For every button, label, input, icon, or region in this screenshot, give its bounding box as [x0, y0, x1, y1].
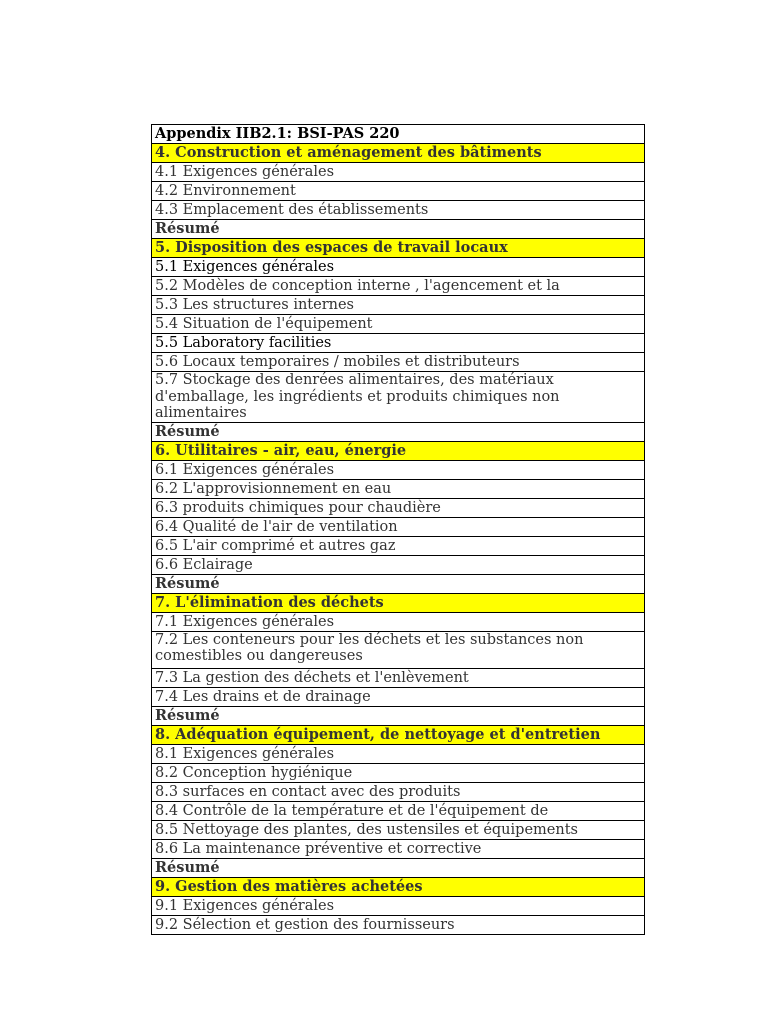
table-item-cell: 7.4 Les drains et de drainage	[152, 687, 645, 706]
table-row-item	[152, 182, 645, 201]
table-item-cell: 6.6 Eclairage	[152, 555, 645, 574]
table-row-item	[152, 555, 645, 574]
table-row-item	[152, 763, 645, 782]
section-heading-cell: 9. Gestion des matières achetées	[152, 877, 645, 896]
table-row-item	[152, 353, 645, 372]
table-item-cell: 7.3 La gestion des déchets et l'enlèvement	[152, 668, 645, 687]
table-row-item	[152, 296, 645, 315]
table-item-cell: 7.1 Exigences générales	[152, 612, 645, 631]
section-heading-row	[152, 441, 645, 460]
resume-cell: Résumé	[152, 220, 645, 239]
resume-cell: Résumé	[152, 858, 645, 877]
table-row-item	[152, 612, 645, 631]
section-heading-row	[152, 877, 645, 896]
table-item-cell: 5.1 Exigences générales	[152, 258, 645, 277]
table-row-item	[152, 277, 645, 296]
table-item-cell: 6.5 L'air comprimé et autres gaz	[152, 536, 645, 555]
table-row-item	[152, 536, 645, 555]
resume-row	[152, 706, 645, 725]
table-item-cell: 8.1 Exigences générales	[152, 744, 645, 763]
table-row-item	[152, 258, 645, 277]
table-item-cell: 4.1 Exigences générales	[152, 163, 645, 182]
table-row-item	[152, 782, 645, 801]
table-item-cell: 4.3 Emplacement des établissements	[152, 201, 645, 220]
table-item-cell: 8.4 Contrôle de la température et de l'équipement de	[152, 801, 645, 820]
table-title-row	[152, 125, 645, 144]
table-row-item	[152, 479, 645, 498]
table-item-cell: 9.1 Exigences générales	[152, 896, 645, 915]
section-heading-cell: 6. Utilitaires - air, eau, énergie	[152, 441, 645, 460]
table-item-cell: 5.2 Modèles de conception interne , l'agencement et la	[152, 277, 645, 296]
table-row-item	[152, 668, 645, 687]
table-item-cell: 7.2 Les conteneurs pour les déchets et les substances non comestibles ou dangereuses	[152, 631, 645, 668]
table-row-item	[152, 631, 645, 668]
table-row-item	[152, 839, 645, 858]
table-row-item	[152, 498, 645, 517]
resume-cell: Résumé	[152, 706, 645, 725]
resume-row	[152, 220, 645, 239]
table-title-cell: Appendix IIB2.1: BSI-PAS 220	[152, 125, 645, 144]
table-item-cell: 5.6 Locaux temporaires / mobiles et distributeurs	[152, 353, 645, 372]
table-item-cell: 8.2 Conception hygiénique	[152, 763, 645, 782]
section-heading-cell: 5. Disposition des espaces de travail locaux	[152, 239, 645, 258]
table-row-item	[152, 163, 645, 182]
section-heading-row	[152, 239, 645, 258]
table-item-cell: 5.4 Situation de l'équipement	[152, 315, 645, 334]
table-row-item	[152, 896, 645, 915]
appendix-table-body	[152, 125, 645, 935]
table-item-cell: 6.1 Exigences générales	[152, 460, 645, 479]
table-row-item	[152, 315, 645, 334]
table-row-item	[152, 517, 645, 536]
resume-row	[152, 858, 645, 877]
table-item-cell: 8.5 Nettoyage des plantes, des ustensiles et équipements	[152, 820, 645, 839]
table-row-item	[152, 201, 645, 220]
resume-cell: Résumé	[152, 574, 645, 593]
table-row-item	[152, 820, 645, 839]
section-heading-cell: 8. Adéquation équipement, de nettoyage et d'entretien	[152, 725, 645, 744]
resume-row	[152, 574, 645, 593]
section-heading-cell: 4. Construction et aménagement des bâtiments	[152, 144, 645, 163]
section-heading-row	[152, 593, 645, 612]
section-heading-row	[152, 725, 645, 744]
resume-cell: Résumé	[152, 422, 645, 441]
table-item-cell: 5.7 Stockage des denrées alimentaires, des matériaux d'emballage, les ingrédients et produits chimiques non alimentaires	[152, 372, 645, 423]
table-item-cell: 8.6 La maintenance préventive et corrective	[152, 839, 645, 858]
resume-row	[152, 422, 645, 441]
table-item-cell: 6.4 Qualité de l'air de ventilation	[152, 517, 645, 536]
table-row-item	[152, 460, 645, 479]
appendix-table	[151, 124, 645, 935]
section-heading-cell: 7. L'élimination des déchets	[152, 593, 645, 612]
table-row-item	[152, 744, 645, 763]
table-item-cell: 6.2 L'approvisionnement en eau	[152, 479, 645, 498]
table-row-item	[152, 372, 645, 423]
table-row-item	[152, 915, 645, 934]
table-item-cell: 4.2 Environnement	[152, 182, 645, 201]
table-item-cell: 9.2 Sélection et gestion des fournisseurs	[152, 915, 645, 934]
table-item-cell: 5.3 Les structures internes	[152, 296, 645, 315]
table-row-item	[152, 334, 645, 353]
table-item-cell: 6.3 produits chimiques pour chaudière	[152, 498, 645, 517]
table-item-cell: 8.3 surfaces en contact avec des produits	[152, 782, 645, 801]
table-row-item	[152, 687, 645, 706]
table-row-item	[152, 801, 645, 820]
section-heading-row	[152, 144, 645, 163]
table-item-cell: 5.5 Laboratory facilities	[152, 334, 645, 353]
